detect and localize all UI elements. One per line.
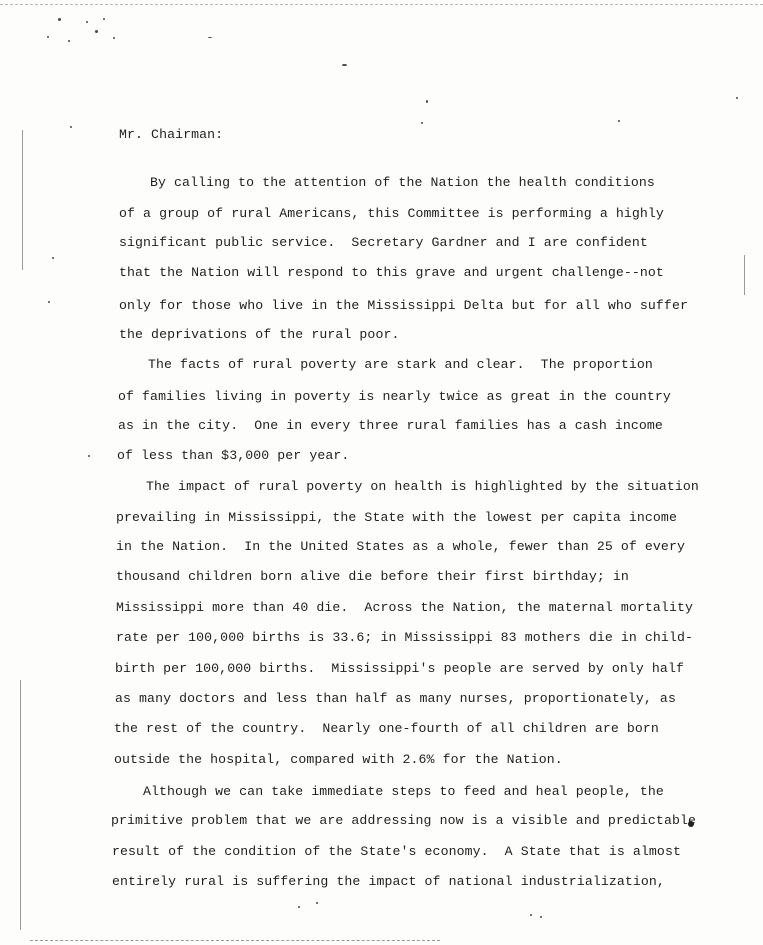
scan-speck xyxy=(342,64,347,66)
scan-speck xyxy=(103,18,105,20)
scan-speck xyxy=(316,902,318,904)
scan-speck xyxy=(421,122,423,124)
scan-edge-right xyxy=(744,255,745,295)
scan-speck xyxy=(113,37,115,39)
scan-speck xyxy=(298,906,300,908)
paragraph-3-line-3: in the Nation. In the United States as a whole, fewer than 25 of every xyxy=(116,539,685,554)
scan-speck xyxy=(618,120,620,122)
salutation: Mr. Chairman: xyxy=(119,127,224,142)
scan-speck xyxy=(208,37,212,38)
scan-speck xyxy=(426,100,428,103)
paragraph-4-line-4: entirely rural is suffering the impact of national industrialization, xyxy=(112,874,665,889)
scan-speck xyxy=(48,301,50,303)
scan-speck xyxy=(95,30,98,33)
paragraph-4-line-1: Although we can take immediate steps to feed and heal people, the xyxy=(143,784,664,799)
paragraph-3-line-10: outside the hospital, compared with 2.6% for the Nation. xyxy=(114,752,563,767)
scan-speck xyxy=(68,40,70,42)
scan-speck xyxy=(88,455,90,457)
scan-speck xyxy=(540,916,542,918)
paragraph-1-line-2: of a group of rural Americans, this Committee is performing a highly xyxy=(119,206,664,221)
paragraph-1-line-3: significant public service. Secretary Gardner and I are confident xyxy=(119,235,648,250)
paragraph-1-line-5: only for those who live in the Mississippi Delta but for all who suffer xyxy=(119,298,688,313)
scan-speck xyxy=(736,97,738,99)
paragraph-4-line-3: result of the condition of the State's economy. A State that is almost xyxy=(112,844,681,859)
scan-edge-left xyxy=(22,130,23,270)
paragraph-1-line-6: the deprivations of the rural poor. xyxy=(119,327,400,342)
scan-speck xyxy=(47,36,49,38)
paragraph-4-line-2: primitive problem that we are addressing now is a visible and predictable xyxy=(111,813,697,828)
scan-speck xyxy=(52,257,54,259)
paragraph-3-line-9: the rest of the country. Nearly one-fourth of all children are born xyxy=(114,721,659,736)
scan-speck xyxy=(70,126,72,128)
paragraph-2-line-3: as in the city. One in every three rural families has a cash income xyxy=(118,418,663,433)
scan-speck xyxy=(58,18,61,21)
paragraph-3-line-8: as many doctors and less than half as many nurses, proportionately, as xyxy=(115,691,676,706)
paragraph-3-line-5: Mississippi more than 40 die. Across the Nation, the maternal mortality xyxy=(116,600,693,615)
paragraph-1-line-4: that the Nation will respond to this grave and urgent challenge--not xyxy=(119,265,664,280)
paragraph-2-line-4: of less than $3,000 per year. xyxy=(117,448,350,463)
paragraph-3-line-7: birth per 100,000 births. Mississippi's people are served by only half xyxy=(115,661,684,676)
paragraph-3-line-1: The impact of rural poverty on health is highlighted by the situation xyxy=(146,479,699,494)
scan-speck xyxy=(530,914,532,916)
paragraph-3-line-2: prevailing in Mississippi, the State with the lowest per capita income xyxy=(116,510,677,525)
paragraph-2-line-2: of families living in poverty is nearly twice as great in the country xyxy=(118,389,671,404)
scan-edge-top xyxy=(0,4,763,5)
scan-edge-bottom xyxy=(30,940,440,941)
scan-edge-left xyxy=(20,680,21,930)
scan-speck xyxy=(86,21,88,23)
paragraph-2-line-1: The facts of rural poverty are stark and clear. The proportion xyxy=(148,357,653,372)
paragraph-1-line-1: By calling to the attention of the Nation the health conditions xyxy=(150,175,655,190)
paragraph-3-line-4: thousand children born alive die before their first birthday; in xyxy=(116,569,629,584)
paragraph-3-line-6: rate per 100,000 births is 33.6; in Mississippi 83 mothers die in child- xyxy=(116,630,693,645)
